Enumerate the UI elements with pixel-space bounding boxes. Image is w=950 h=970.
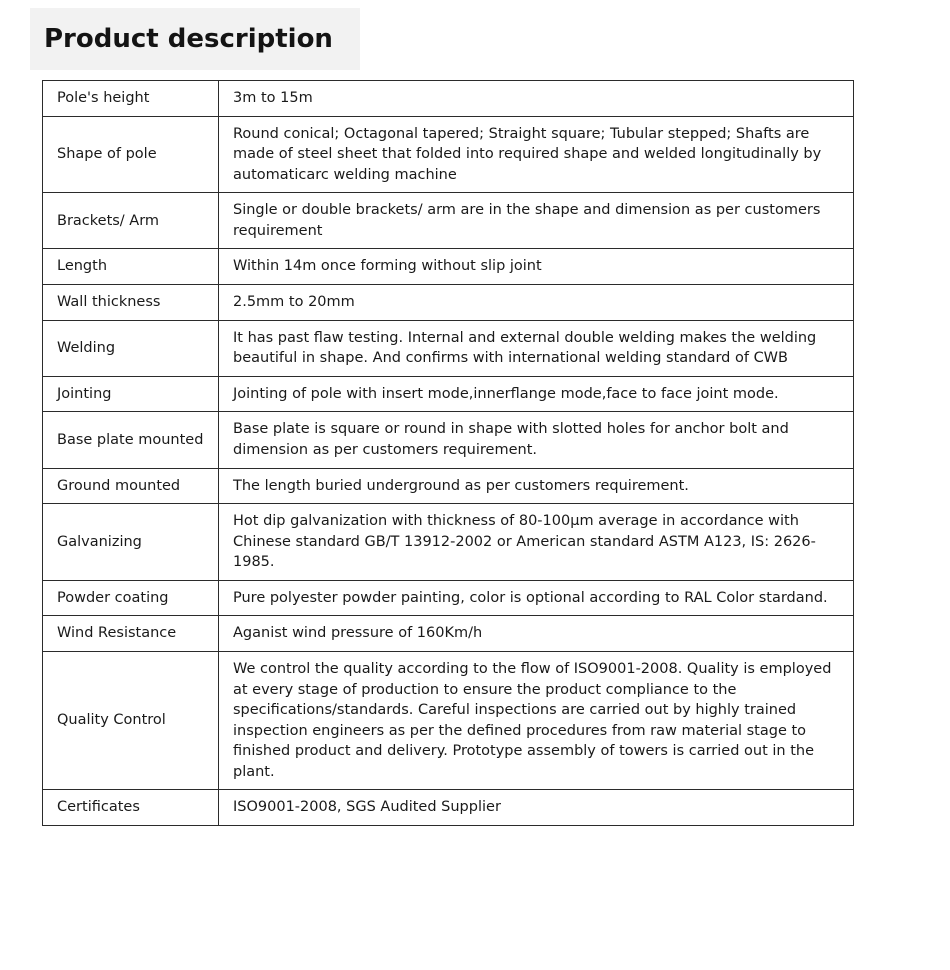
- spec-value: Base plate is square or round in shape with slotted holes for anchor bolt and dimension as per customers requirement.: [219, 412, 854, 468]
- spec-value: Jointing of pole with insert mode,innerflange mode,face to face joint mode.: [219, 376, 854, 412]
- product-specification-table: [42, 80, 854, 826]
- table-row: [43, 193, 854, 249]
- table-row: [43, 504, 854, 581]
- table-row: [43, 376, 854, 412]
- spec-label: Ground mounted: [43, 468, 219, 504]
- spec-label: Galvanizing: [43, 504, 219, 581]
- page-title: Product description: [44, 24, 333, 54]
- table-row: [43, 790, 854, 826]
- spec-label: Powder coating: [43, 580, 219, 616]
- spec-value: Single or double brackets/ arm are in the shape and dimension as per customers requirement: [219, 193, 854, 249]
- table-row: [43, 285, 854, 321]
- table-row: [43, 468, 854, 504]
- spec-value: 3m to 15m: [219, 81, 854, 117]
- table-row: [43, 320, 854, 376]
- spec-value: Hot dip galvanization with thickness of 80-100μm average in accordance with Chinese standard GB/T 13912-2002 or American standard ASTM A123, IS: 2626-1985.: [219, 504, 854, 581]
- spec-value: ISO9001-2008, SGS Audited Supplier: [219, 790, 854, 826]
- spec-value: 2.5mm to 20mm: [219, 285, 854, 321]
- page-title-banner: [30, 8, 360, 70]
- spec-label: Jointing: [43, 376, 219, 412]
- spec-label: Certificates: [43, 790, 219, 826]
- spec-label: Welding: [43, 320, 219, 376]
- spec-value: We control the quality according to the flow of ISO9001-2008. Quality is employed at every stage of production to ensure the product compliance to the specifications/standards. Careful inspections are carried out by highly trained inspection engineers as per the defined procedures from raw material stage to finished product and delivery. Prototype assembly of towers is carried out in the plant.: [219, 651, 854, 789]
- table-row: [43, 616, 854, 652]
- spec-label: Quality Control: [43, 651, 219, 789]
- spec-value: Within 14m once forming without slip joint: [219, 249, 854, 285]
- spec-label: Length: [43, 249, 219, 285]
- table-row: [43, 249, 854, 285]
- spec-value: Pure polyester powder painting, color is optional according to RAL Color stardand.: [219, 580, 854, 616]
- spec-value: The length buried underground as per customers requirement.: [219, 468, 854, 504]
- table-row: [43, 412, 854, 468]
- table-row: [43, 116, 854, 193]
- spec-label: Wall thickness: [43, 285, 219, 321]
- spec-label: Wind Resistance: [43, 616, 219, 652]
- table-row: [43, 580, 854, 616]
- spec-label: Pole's height: [43, 81, 219, 117]
- spec-label: Brackets/ Arm: [43, 193, 219, 249]
- spec-value: Aganist wind pressure of 160Km/h: [219, 616, 854, 652]
- spec-label: Shape of pole: [43, 116, 219, 193]
- table-row: [43, 651, 854, 789]
- table-row: [43, 81, 854, 117]
- spec-value: Round conical; Octagonal tapered; Straight square; Tubular stepped; Shafts are made of steel sheet that folded into required shape and welded longitudinally by automaticarc welding machine: [219, 116, 854, 193]
- spec-value: It has past flaw testing. Internal and external double welding makes the welding beautiful in shape. And confirms with international welding standard of CWB: [219, 320, 854, 376]
- spec-label: Base plate mounted: [43, 412, 219, 468]
